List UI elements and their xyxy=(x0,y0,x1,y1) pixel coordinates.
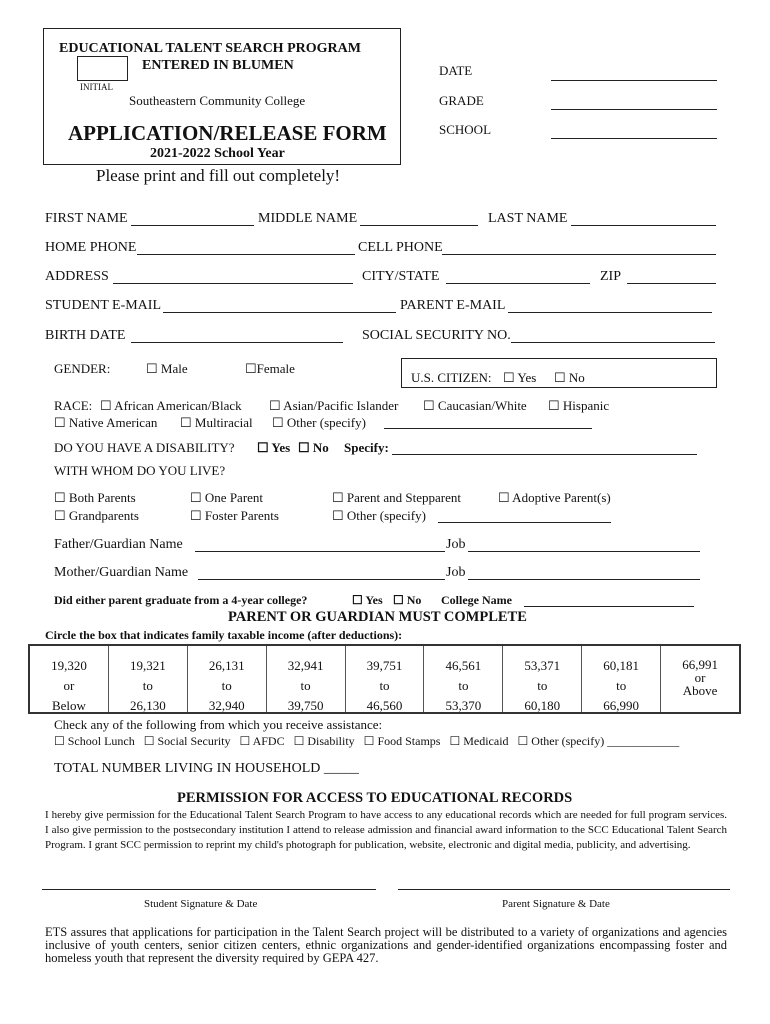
college-no-checkbox[interactable]: ☐ No xyxy=(393,593,422,607)
student-email-field[interactable] xyxy=(163,312,396,313)
live-one-parent-checkbox[interactable]: ☐ One Parent xyxy=(190,490,264,505)
income-bracket-8[interactable]: 60,181 to 66,990 xyxy=(582,646,661,712)
income-instruction: Circle the box that indicates family taxable income (after deductions): xyxy=(45,628,403,642)
city-state-field[interactable] xyxy=(446,283,590,284)
race-native-american-checkbox[interactable]: ☐ Native American xyxy=(54,415,158,430)
date-field[interactable] xyxy=(551,80,717,81)
student-email-label: STUDENT E-MAIL xyxy=(45,298,162,313)
parent-signature-label: Parent Signature & Date xyxy=(502,898,610,910)
parent-email-field[interactable] xyxy=(508,312,712,313)
father-name-label: Father/Guardian Name xyxy=(54,537,183,552)
mother-job-label: Job xyxy=(446,565,466,580)
race-african-american-checkbox[interactable]: ☐ African American/Black xyxy=(100,398,242,413)
race-caucasian-checkbox[interactable]: ☐ Caucasian/White xyxy=(423,398,527,413)
citizen-yes-checkbox[interactable]: ☐ Yes xyxy=(503,370,537,385)
last-name-field[interactable] xyxy=(571,225,716,226)
program-title-line1: EDUCATIONAL TALENT SEARCH PROGRAM xyxy=(59,41,361,56)
home-phone-label: HOME PHONE xyxy=(45,240,137,255)
income-bracket-2[interactable]: 19,321 to 26,130 xyxy=(109,646,188,712)
instruction-text: Please print and fill out completely! xyxy=(96,166,341,185)
grade-label: GRADE xyxy=(439,93,484,108)
income-bracket-7[interactable]: 53,371 to 60,180 xyxy=(503,646,582,712)
income-bracket-5[interactable]: 39,751 to 46,560 xyxy=(346,646,425,712)
mother-name-label: Mother/Guardian Name xyxy=(54,565,189,580)
race-asian-checkbox[interactable]: ☐ Asian/Pacific Islander xyxy=(269,398,399,413)
live-grandparents-checkbox[interactable]: ☐ Grandparents xyxy=(54,508,139,523)
school-field[interactable] xyxy=(551,138,717,139)
income-bracket-9[interactable]: 66,991 or Above xyxy=(682,657,718,698)
disability-specify-field[interactable] xyxy=(392,454,697,455)
disability-no-checkbox[interactable]: ☐ No xyxy=(298,440,329,455)
live-both-parents-checkbox[interactable]: ☐ Both Parents xyxy=(54,490,136,505)
gender-female-checkbox[interactable]: ☐Female xyxy=(245,361,295,376)
date-label: DATE xyxy=(439,63,473,78)
city-state-label: CITY/STATE xyxy=(362,269,440,284)
live-adoptive-checkbox[interactable]: ☐ Adoptive Parent(s) xyxy=(498,490,611,505)
live-foster-checkbox[interactable]: ☐ Foster Parents xyxy=(190,508,279,523)
disability-specify-label: Specify: xyxy=(344,440,389,455)
live-stepparent-checkbox[interactable]: ☐ Parent and Stepparent xyxy=(332,490,461,505)
citizen-no-checkbox[interactable]: ☐ No xyxy=(554,370,585,385)
father-name-field[interactable] xyxy=(195,551,445,552)
initial-label: INITIAL xyxy=(80,82,113,92)
income-bracket-4[interactable]: 32,941 to 39,750 xyxy=(267,646,346,712)
citizen-label: U.S. CITIZEN: xyxy=(411,370,492,385)
home-phone-field[interactable] xyxy=(137,254,355,255)
ets-statement: ETS assures that applications for participation in the Talent Search project will be distributed to a variety of organizations and agencies inclusive of youth centers, senior citizen centers, ethnic organizations and gender-identified organizations encompassing foster and homeless youth that represent the diversity required by GEPA 427. xyxy=(45,925,727,965)
income-bracket-6[interactable]: 46,561 to 53,370 xyxy=(424,646,503,712)
live-other-checkbox[interactable]: ☐ Other (specify) xyxy=(332,508,426,523)
mother-name-field[interactable] xyxy=(198,579,445,580)
address-label: ADDRESS xyxy=(45,269,109,284)
disability-question: DO YOU HAVE A DISABILITY? xyxy=(54,440,235,455)
disability-yes-checkbox[interactable]: ☐ Yes xyxy=(257,440,291,455)
college-name-label: College Name xyxy=(441,593,512,607)
race-other-field[interactable] xyxy=(384,428,592,429)
permission-body: I hereby give permission for the Educational Talent Search Program to have access to any educational records which are needed for full program services. I also give permission to the postsecondary institution I attend to release admission and financial award information to the SCC Educational Talent Search Program. I grant SCC permission to reprint my child's photograph for publication, website, electronic and digital media, publicity, and advertising. xyxy=(45,809,727,851)
middle-name-label: MIDDLE NAME xyxy=(258,211,358,226)
form-title: APPLICATION/RELEASE FORM xyxy=(68,121,387,145)
live-with-question: WITH WHOM DO YOU LIVE? xyxy=(54,463,226,478)
parent-section-title: PARENT OR GUARDIAN MUST COMPLETE xyxy=(228,609,527,625)
father-job-field[interactable] xyxy=(468,551,700,552)
permission-title: PERMISSION FOR ACCESS TO EDUCATIONAL RECORDS xyxy=(177,790,573,806)
middle-name-field[interactable] xyxy=(360,225,478,226)
college-question: Did either parent graduate from a 4-year college? xyxy=(54,593,308,607)
income-bracket-3[interactable]: 26,131 to 32,940 xyxy=(188,646,267,712)
household-count[interactable]: TOTAL NUMBER LIVING IN HOUSEHOLD _____ xyxy=(54,761,359,776)
assistance-label: Check any of the following from which you receive assistance: xyxy=(54,717,383,732)
parent-signature-line[interactable] xyxy=(398,889,730,890)
zip-field[interactable] xyxy=(627,283,716,284)
ssn-label: SOCIAL SECURITY NO. xyxy=(362,328,511,343)
college-name: Southeastern Community College xyxy=(129,93,306,108)
school-year: 2021-2022 School Year xyxy=(150,146,285,161)
gender-label: GENDER: xyxy=(54,361,111,376)
race-label: RACE: xyxy=(54,398,93,413)
mother-job-field[interactable] xyxy=(468,579,700,580)
assistance-options[interactable]: ☐ School Lunch ☐ Social Security ☐ AFDC ☐ Disability ☐ Food Stamps ☐ Medicaid ☐ Other (specify) ____________ xyxy=(54,734,680,748)
last-name-label: LAST NAME xyxy=(488,211,568,226)
race-other-checkbox[interactable]: ☐ Other (specify) xyxy=(272,415,366,430)
race-hispanic-checkbox[interactable]: ☐ Hispanic xyxy=(548,398,610,413)
parent-email-label: PARENT E-MAIL xyxy=(400,298,506,313)
first-name-label: FIRST NAME xyxy=(45,211,128,226)
grade-field[interactable] xyxy=(551,109,717,110)
birth-date-field[interactable] xyxy=(131,342,343,343)
college-yes-checkbox[interactable]: ☐ Yes xyxy=(352,593,383,607)
live-other-field[interactable] xyxy=(438,522,611,523)
first-name-field[interactable] xyxy=(131,225,254,226)
cell-phone-field[interactable] xyxy=(442,254,716,255)
cell-phone-label: CELL PHONE xyxy=(358,240,443,255)
ssn-field[interactable] xyxy=(511,342,715,343)
gender-male-checkbox[interactable]: ☐ Male xyxy=(146,361,188,376)
income-bracket-1[interactable]: 19,320 or Below xyxy=(30,646,109,712)
school-label: SCHOOL xyxy=(439,122,492,137)
program-title-line2: ENTERED IN BLUMEN xyxy=(142,58,294,73)
birth-date-label: BIRTH DATE xyxy=(45,328,126,343)
college-name-field[interactable] xyxy=(524,606,694,607)
student-signature-label: Student Signature & Date xyxy=(144,898,258,910)
initial-box[interactable] xyxy=(77,56,128,81)
income-table xyxy=(28,644,741,714)
father-job-label: Job xyxy=(446,537,466,552)
student-signature-line[interactable] xyxy=(42,889,376,890)
race-multiracial-checkbox[interactable]: ☐ Multiracial xyxy=(180,415,253,430)
address-field[interactable] xyxy=(113,283,353,284)
zip-label: ZIP xyxy=(600,269,621,284)
